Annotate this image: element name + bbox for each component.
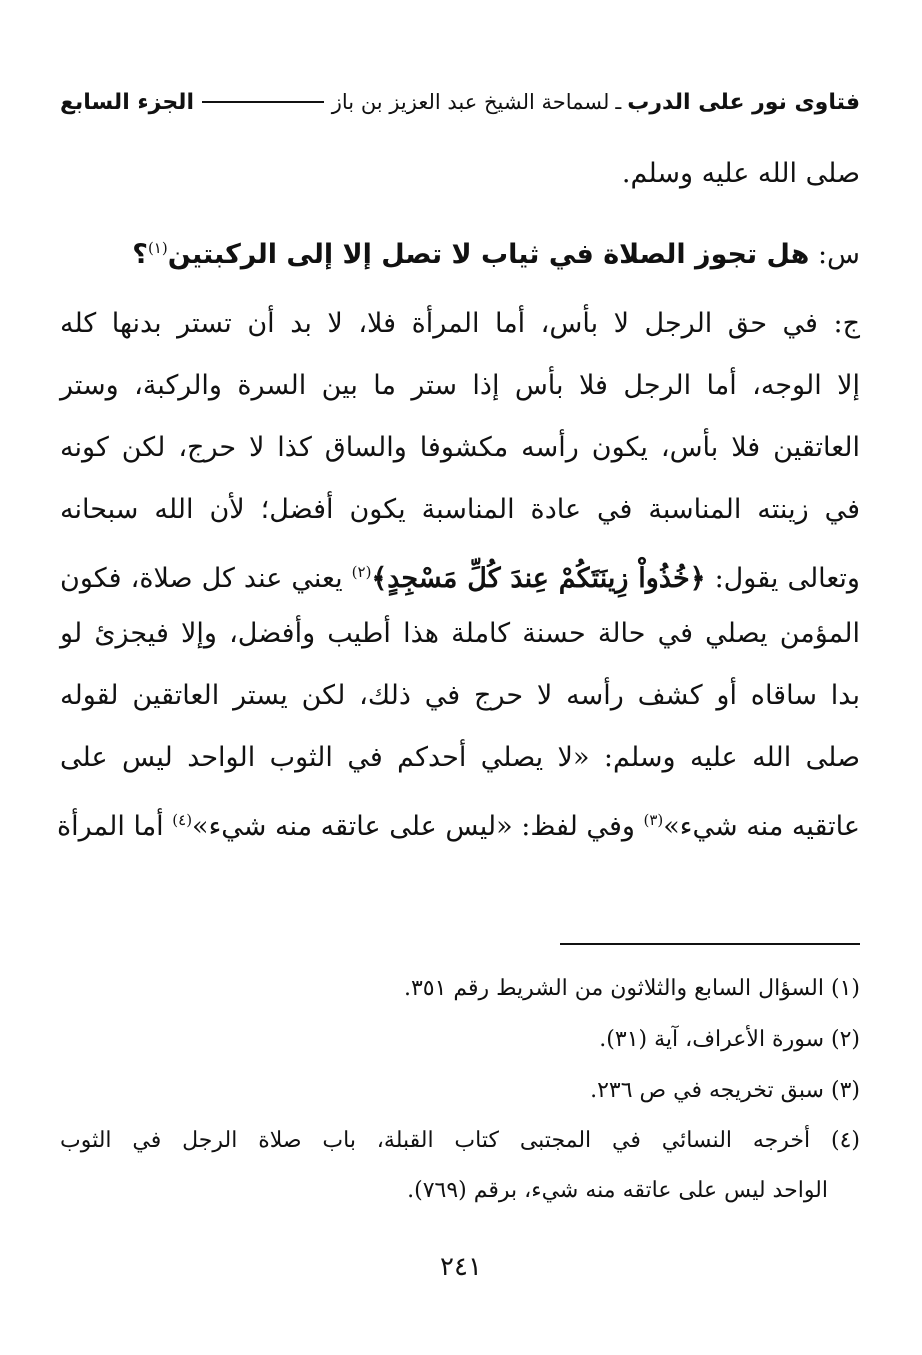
footnote-ref-3: (٣) — [643, 811, 664, 829]
line-text: المؤمن يصلي في حالة حسنة كاملة هذا أطيب وأفضل، وإلا فيجزئ لو — [60, 618, 860, 649]
footnote-ref-2: (٢) — [351, 563, 372, 581]
question-line — [60, 228, 860, 275]
volume-label: الجزء السابع — [60, 89, 194, 115]
text-line-11 — [57, 800, 860, 847]
line-text: يعني عند كل صلاة، فكون — [60, 563, 343, 594]
author-line: لسماحة الشيخ عبد العزيز بن باز — [331, 90, 610, 114]
book-title: فتاوى نور على الدرب — [627, 89, 860, 115]
line-text: أما المرأة — [57, 811, 164, 842]
text-line-4 — [60, 366, 860, 406]
footnote-3: (٣) سبق تخريجه في ص ٢٣٦. — [590, 1078, 860, 1103]
line-text: عاتقيه منه شيء» — [663, 811, 860, 842]
text-line-3 — [60, 304, 860, 344]
line-text: وتعالى يقول: — [714, 563, 860, 594]
footnote-ref-1: (١) — [147, 239, 168, 257]
question-text: هل تجوز الصلاة في ثياب لا تصل إلا إلى الركبتين — [167, 239, 810, 270]
text-line-5 — [60, 428, 860, 468]
text-line-9 — [60, 676, 860, 716]
page-number: ٢٤١ — [440, 1252, 482, 1282]
quran-verse: ﴿خُذُواْ زِينَتَكُمْ عِندَ كُلِّ مَسْجِدٍ﴾ — [371, 563, 706, 594]
footnote-4-line-1: (٤) أخرجه النسائي في المجتبى كتاب القبلة، باب صلاة الرجل في الثوب — [60, 1128, 860, 1153]
footnote-ref-4: (٤) — [172, 811, 193, 829]
line-text: وفي لفظ: «ليس على عاتقه منه شيء» — [192, 811, 635, 842]
footnote-separator — [560, 943, 860, 945]
text-line-10 — [60, 738, 860, 778]
line-text: بدا ساقاه أو كشف رأسه لا حرج في ذلك، لكن يستر العاتقين لقوله — [60, 680, 860, 711]
footnote-2: (٢) سورة الأعراف، آية (٣١). — [599, 1027, 860, 1052]
header-rule — [202, 101, 324, 103]
text-line-7 — [60, 552, 860, 599]
line-text: العاتقين فلا بأس، يكون رأسه مكشوفا والساق كذا لا حرج، لكن كونه — [60, 432, 860, 463]
line-text: صلى الله عليه وسلم: «لا يصلي أحدكم في الثوب الواحد ليس على — [60, 742, 860, 773]
text-line-6 — [60, 490, 860, 530]
line-text: صلى الله عليه وسلم. — [621, 158, 860, 189]
text-line-8 — [60, 614, 860, 654]
footnote-4-line-2: الواحد ليس على عاتقه منه شيء، برقم (٧٦٩). — [407, 1178, 828, 1203]
line-text: إلا الوجه، أما الرجل فلا بأس إذا ستر ما بين السرة والركبة، وستر — [60, 370, 860, 401]
line-text: ج: في حق الرجل لا بأس، أما المرأة فلا، لا بد أن تستر بدنها كله — [60, 308, 860, 339]
line-text: في زينته المناسبة في عادة المناسبة يكون أفضل؛ لأن الله سبحانه — [60, 494, 860, 525]
running-header — [60, 82, 860, 122]
text-line-1 — [60, 154, 860, 194]
footnote-1: (١) السؤال السابع والثلاثون من الشريط رقم ٣٥١. — [403, 976, 860, 1001]
question-mark: ؟ — [132, 239, 148, 270]
question-prefix: س: — [817, 239, 860, 270]
header-dash: ـ — [615, 90, 622, 114]
